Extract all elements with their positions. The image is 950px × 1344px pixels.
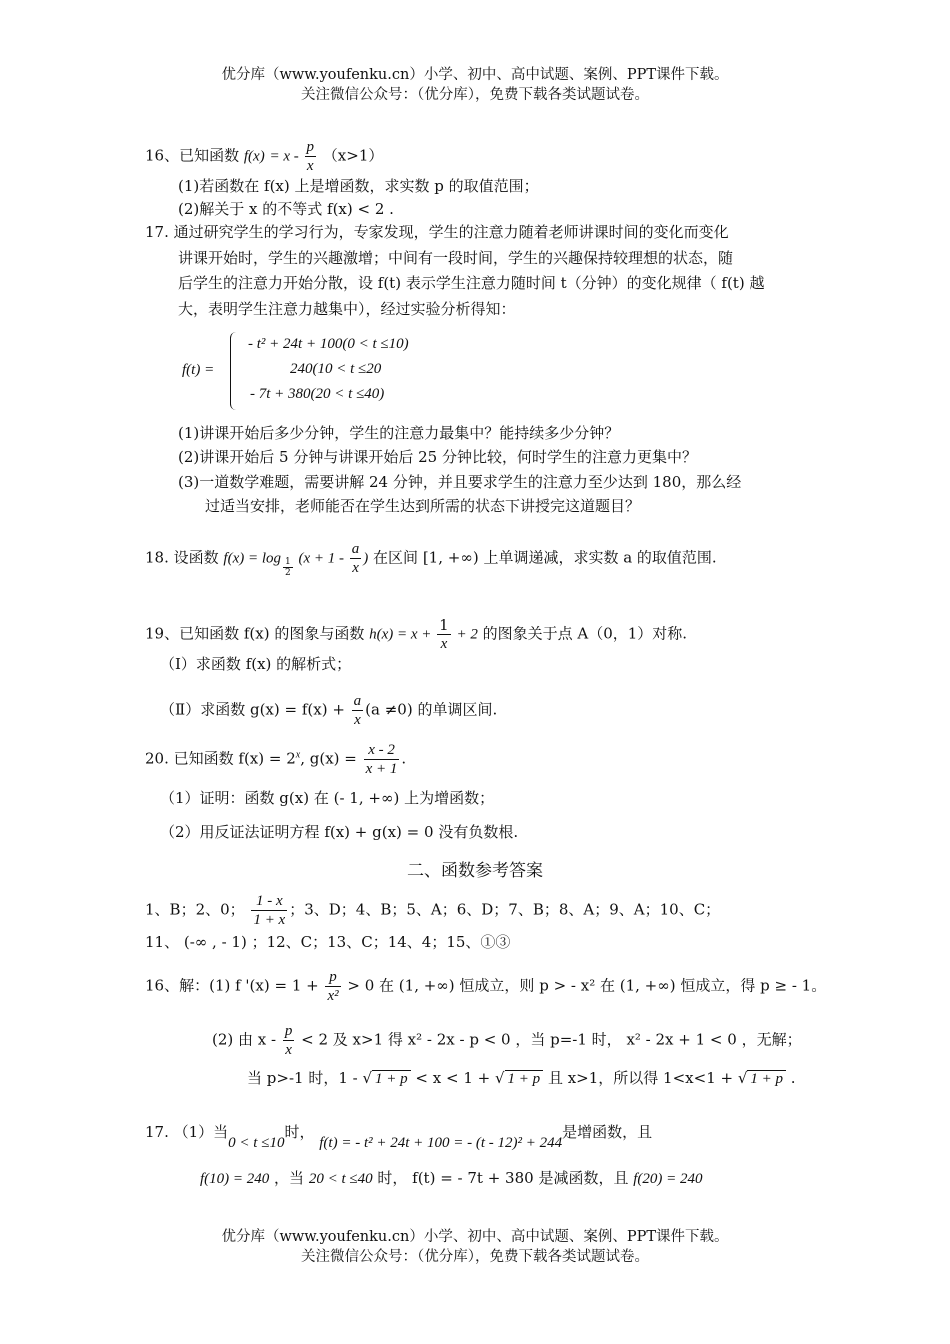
sol16-fraction-1 (325, 968, 340, 1005)
q18-fraction (350, 540, 362, 577)
q19-sub-2a: （Ⅱ）求函数 g(x) = f(x) + (160, 700, 350, 719)
q18-arg-1: (x + 1 - (294, 550, 348, 567)
q20-frac-den: x + 1 (365, 761, 398, 777)
q20-exp: x (295, 749, 301, 761)
sol16-frac1-num: p (325, 968, 340, 987)
q16-sub-1: (1)若函数在 f(x) 上是增函数，求实数 p 的取值范围； (178, 177, 539, 195)
sol16-radical-1: 1 + p (372, 1070, 411, 1087)
sol17-b3: 20 < t ≤40 (308, 1171, 373, 1187)
q20-mid: , g(x) = (300, 749, 362, 768)
q16-lead: 16、已知函数 (145, 146, 240, 165)
sol17-b1: f(10) = 240 (200, 1171, 270, 1187)
q20-frac-num: x - 2 (364, 741, 400, 760)
q16-eq: = x - (269, 148, 303, 165)
q16-sub-2: (2)解关于 x 的不等式 f(x) < 2 . (178, 200, 394, 218)
question-18 (145, 540, 717, 578)
sol16-frac2-num: p (284, 1023, 293, 1039)
answers-frac-den: 1 + x (253, 912, 286, 928)
answers-fraction (251, 892, 287, 929)
q19-frac-num: 1 (439, 616, 449, 634)
q20-sub-2: （2）用反证法证明方程 f(x) + g(x) = 0 没有负数根. (160, 823, 519, 841)
question-19 (145, 616, 687, 653)
q19-sub-2 (160, 692, 497, 729)
q16-cond: （x>1） (322, 146, 384, 165)
q18-log-base (283, 557, 293, 578)
sol16-radical-3: 1 + p (747, 1070, 786, 1087)
sol16-e4: . (786, 1069, 796, 1087)
q19-fraction (437, 616, 451, 653)
q17-sub-3b: 过适当安排，老师能否在学生达到所需的状态下讲授完这道题目？ (205, 497, 641, 515)
piecewise-brace (230, 332, 241, 410)
q18-arg-2: ) (363, 550, 369, 567)
sol16-b: > 0 在 (1, +∞) 恒成立，则 p > - x² 在 (1, +∞) 恒成立，得 p ≥ - 1。 (342, 976, 827, 995)
sol16-e1: 当 p>-1 时，1 - (247, 1069, 363, 1087)
sol17-a5: 是增函数，且 (562, 1123, 653, 1141)
sol16-e3: 且 x>1，所以得 1<x<1 + (543, 1069, 738, 1087)
q19-plus2: + 2 (452, 626, 478, 643)
q17-line-1: 17. 通过研究学生的学习行为，专家发现，学生的注意力随着老师讲课时间的变化而变化 (145, 223, 729, 241)
sol17-b2: ，当 (269, 1169, 309, 1187)
q18-mid: 在区间 (368, 548, 423, 567)
q17-sub-2: (2)讲课开始后 5 分钟与讲课开始后 25 分钟比较，何时学生的注意力更集中？ (178, 448, 697, 466)
answers-line-1 (145, 892, 720, 929)
q18-interval: [1, +∞) (422, 548, 479, 567)
q16-fx: f(x) (243, 148, 265, 165)
solution-16-part-2 (212, 1022, 802, 1059)
q19-sub-fraction (352, 692, 364, 729)
q16-fraction (305, 138, 317, 175)
q19-sub-frac-den: x (354, 712, 361, 728)
q17-line-2: 讲课开始时，学生的兴趣激增；中间有一段时间，学生的兴趣保持较理想的状态，随 (178, 249, 734, 267)
q17-sub-1: (1)讲课开始后多少分钟，学生的注意力最集中？能持续多少分钟？ (178, 424, 620, 442)
q16-frac-den: x (306, 158, 314, 174)
q18-frac-num: a (351, 541, 360, 557)
q20-lead: 20. 已知函数 f(x) = 2 (145, 749, 296, 768)
q17-case-3: - 7t + 380(20 < t ≤40) (250, 386, 385, 402)
q19-frac-den: x (440, 636, 448, 652)
q19-lead: 19、已知函数 f(x) 的图象与函数 (145, 624, 370, 643)
solution-17-line-1 (145, 1122, 653, 1151)
q17-case-2: 240(10 < t ≤20 (290, 361, 382, 377)
sol17-a1: 17. （1）当 (145, 1123, 229, 1141)
sol17-b5: f(20) = 240 (633, 1171, 703, 1187)
q18-tail: 上单调递减，求实数 a 的取值范围. (478, 548, 717, 567)
sol17-a4: f(t) = - t² + 24t + 100 = - (t - 12)² + 244 (319, 1135, 563, 1151)
q19-hx: h(x) = x + (369, 626, 436, 643)
q16-frac-num: p (306, 139, 315, 155)
q20-sub-1: （1）证明：函数 g(x) 在 (- 1, +∞) 上为增函数； (160, 789, 495, 807)
q20-fraction (364, 741, 400, 778)
sol16-e2: < x < 1 + (410, 1069, 495, 1087)
answers-1a: 1、B；2、0； (145, 900, 245, 919)
header-line-1: 优分库（www.youfenku.cn）小学、初中、高中试题、案例、PPT课件下载。 (221, 67, 729, 83)
q19-tail: 的图象关于点 A（0，1）对称. (477, 624, 688, 643)
answers-frac-num: 1 - x (251, 892, 287, 911)
q19-sub-2b: (a ≠0) 的单调区间. (365, 700, 498, 719)
question-16 (145, 138, 383, 175)
solution-17-line-2 (200, 1168, 703, 1189)
q17-line-4: 大，表明学生注意力越集中），经过实验分析得知： (178, 300, 516, 318)
q17-case-1: - t² + 24t + 100(0 < t ≤10) (248, 336, 409, 352)
q18-lead: 18. 设函数 (145, 548, 219, 567)
footer-line-1: 优分库（www.youfenku.cn）小学、初中、高中试题、案例、PPT课件下载。 (221, 1229, 729, 1245)
sol16-fraction-2 (283, 1022, 295, 1059)
sol16-a: 16、解：(1) f '(x) = 1 + (145, 976, 324, 995)
q19-sub-frac-num: a (353, 693, 362, 709)
sol17-a3: 时， (284, 1123, 315, 1141)
q17-line-3: 后学生的注意力开始分散，设 f(t) 表示学生注意力随时间 t（分钟）的变化规律（ f(t) 越 (178, 274, 765, 292)
sol16-radical-2: 1 + p (505, 1070, 544, 1087)
header-line-2: 关注微信公众号：（优分库），免费下载各类试题试卷。 (301, 87, 649, 103)
sol16-c: (2) 由 x - (212, 1030, 281, 1049)
sol17-a2: 0 < t ≤10 (228, 1135, 285, 1151)
q18-base-den: 2 (285, 567, 291, 578)
solution-16-part-3: 当 p>-1 时，1 - √ 1 + p < x < 1 + √ 1 + p 且 x>1，所以得 1<x<1 + √ 1 + p . (247, 1069, 796, 1087)
sol16-frac2-den: x (285, 1042, 292, 1058)
q17-ft: f(t) = (182, 362, 215, 378)
q20-dot: . (401, 749, 407, 768)
q18-frac-den: x (352, 560, 359, 576)
answers-line-2: 11、 (-∞ , - 1) ；12、C；13、C；14、4；15、①③ (145, 933, 511, 951)
section-title: 二、函数参考答案 (407, 861, 543, 881)
sol16-frac1-den: x² (327, 988, 339, 1004)
q18-fx: f(x) = log (223, 550, 282, 567)
q17-sub-3a: (3)一道数学难题，需要讲解 24 分钟，并且要求学生的注意力至少达到 180，那么经 (178, 473, 742, 491)
sol17-b4: 时， f(t) = - 7t + 380 是减函数，且 (372, 1169, 634, 1187)
question-20 (145, 741, 406, 778)
sol16-d: < 2 及 x>1 得 x² - 2x - p < 0 ，当 p=-1 时， x² - 2x + 1 < 0 ，无解； (296, 1030, 802, 1049)
solution-16-part-1 (145, 968, 826, 1005)
answers-1b: ；3、D；4、B；5、A；6、D；7、B；8、A；9、A；10、C； (289, 900, 721, 919)
q18-base-num: 1 (285, 556, 291, 567)
q19-sub-1: （Ⅰ）求函数 f(x) 的解析式； (160, 655, 352, 673)
footer-line-2: 关注微信公众号：（优分库），免费下载各类试题试卷。 (301, 1249, 649, 1265)
